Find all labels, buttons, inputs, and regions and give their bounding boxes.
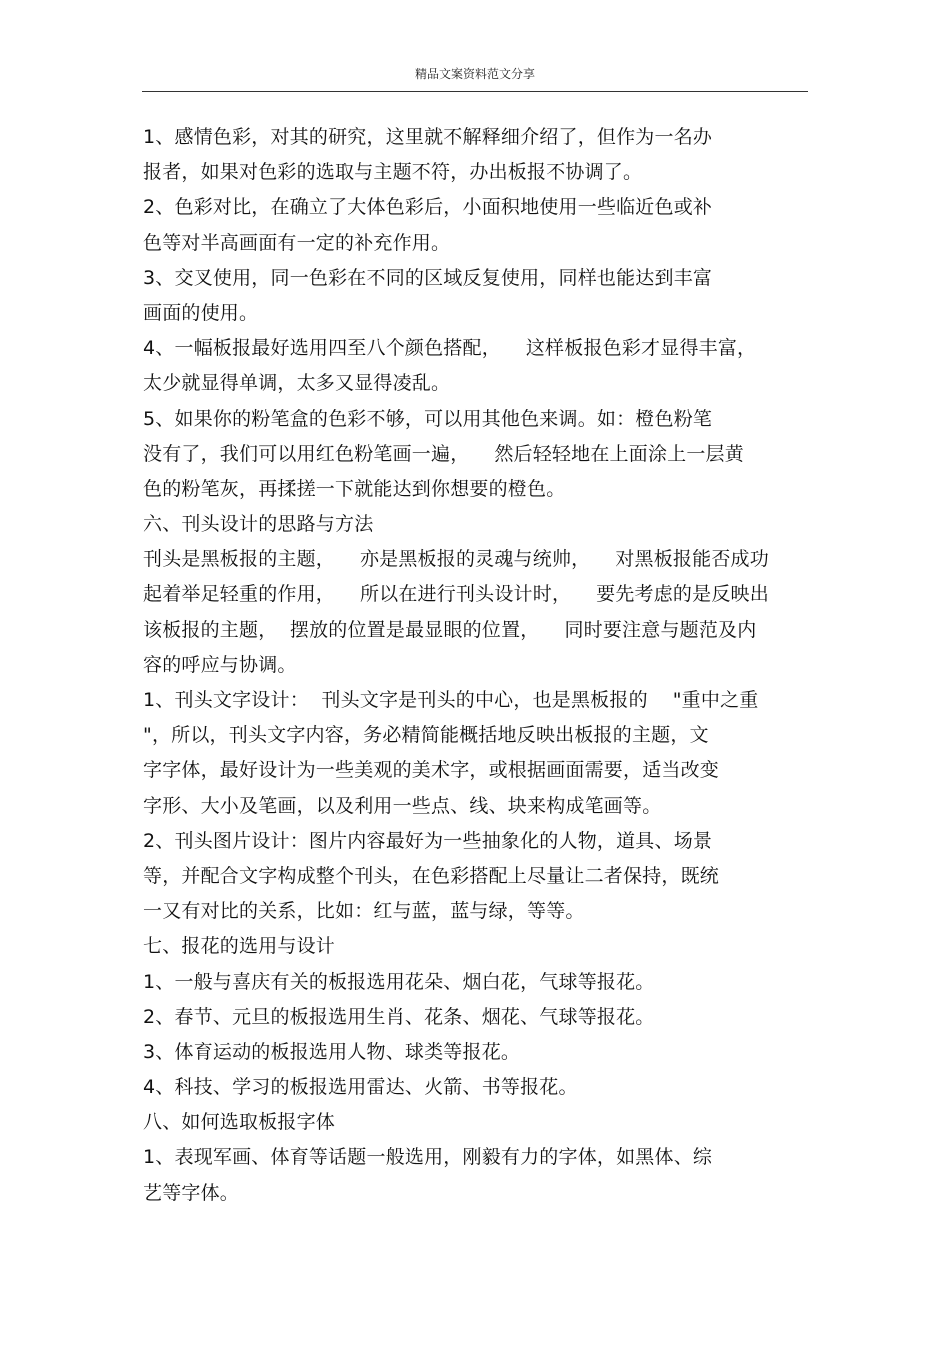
text-line: 3、交叉使用，同一色彩在不同的区域反复使用，同样也能达到丰富 (143, 266, 713, 289)
text-line: 该板报的主题， 摆放的位置是最显眼的位置， 同时要注意与题范及内 (143, 618, 757, 641)
text-line: 2、色彩对比，在确立了大体色彩后，小面积地使用一些临近色或补 (143, 196, 713, 219)
text-line: 3、体育运动的板报选用人物、球类等报花。 (143, 1040, 521, 1063)
text-line: 画面的使用。 (143, 301, 259, 324)
text-line: 5、如果你的粉笔盒的色彩不够，可以用其他色来调。如：橙色粉笔 (143, 407, 713, 430)
header-divider (142, 91, 808, 92)
text-line: 4、科技、学习的板报选用雷达、火箭、书等报花。 (143, 1076, 578, 1099)
text-line: 容的呼应与协调。 (143, 653, 297, 676)
text-line: 字形、大小及笔画，以及利用一些点、线、块来构成笔画等。 (143, 794, 662, 817)
text-line: 4、一幅板报最好选用四至八个颜色搭配， 这样板报色彩才显得丰富， (143, 337, 757, 360)
text-line: 色的粉笔灰，再揉搓一下就能达到你想要的橙色。 (143, 477, 566, 500)
text-line: 1、刊头文字设计： 刊头文字是刊头的中心，也是黑板报的 "重中之重 (143, 689, 759, 711)
text-line: 报者，如果对色彩的选取与主题不符，办出板报不协调了。 (143, 161, 643, 184)
text-line: 等，并配合文字构成整个刊头，在色彩搭配上尽量让二者保持，既统 (143, 864, 720, 887)
text-line: 没有了，我们可以用红色粉笔画一遍， 然后轻轻地在上面涂上一层黄 (143, 442, 744, 465)
text-line: 2、刊头图片设计：图片内容最好为一些抽象化的人物，道具、场景 (143, 829, 713, 852)
text-line: 1、表现军画、体育等话题一般选用，刚毅有力的字体，如黑体、综 (143, 1146, 713, 1169)
text-line: 刊头是黑板报的主题， 亦是黑板报的灵魂与统帅， 对黑板报能否成功 (143, 548, 769, 571)
text-line: 1、感情色彩，对其的研究，这里就不解释细介绍了，但作为一名办 (143, 126, 713, 148)
text-line: 2、春节、元旦的板报选用生肖、花条、烟花、气球等报花。 (143, 1005, 655, 1028)
section-heading: 七、报花的选用与设计 (143, 935, 336, 958)
text-line: 一又有对比的关系，比如：红与蓝，蓝与绿，等等。 (143, 900, 585, 923)
section-heading: 六、刊头设计的思路与方法 (143, 513, 374, 536)
text-line: 起着举足轻重的作用， 所以在进行刊头设计时， 要先考虑的是反映出 (143, 583, 769, 606)
section-heading: 八、如何选取板报字体 (143, 1111, 336, 1134)
text-line: 1、一般与喜庆有关的板报选用花朵、烟白花，气球等报花。 (143, 970, 655, 993)
text-line: 太少就显得单调，太多又显得凌乱。 (143, 372, 451, 395)
text-line: "，所以，刊头文字内容，务必精简能概括地反映出板报的主题，文 (143, 724, 709, 747)
text-line: 色等对半高画面有一定的补充作用。 (143, 231, 451, 254)
document-body (143, 120, 823, 1211)
page-header-title: 精品文案资料范文分享 (414, 67, 535, 81)
text-line: 字字体，最好设计为一些美观的美术字，或根据画面需要，适当改变 (143, 759, 720, 782)
text-line: 艺等字体。 (143, 1181, 240, 1204)
